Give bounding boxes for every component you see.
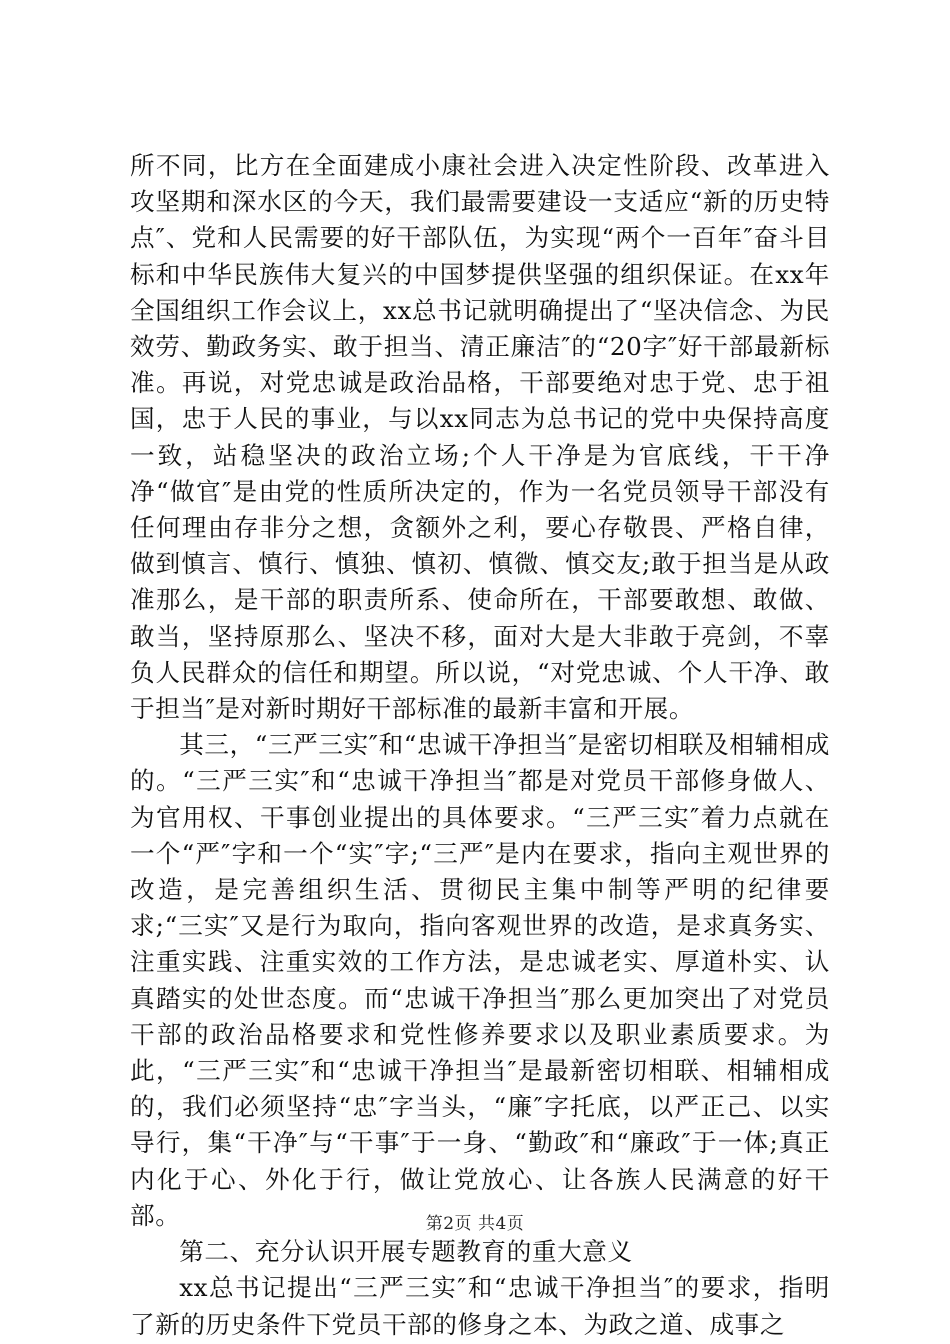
- document-body: [130, 148, 830, 1343]
- page-footer: [0, 1213, 950, 1235]
- paragraph-1: 所不同，比方在全面建成小康社会进入决定性阶段、改革进入攻坚期和深水区的今天，我们最需要建设一支适应“新的历史特点″、党和人民需要的好干部队伍，为实现“两个一百年″奋斗目标和中华民族伟大复兴的中国梦提供坚强的组织保证。在xx年全国组织工作会议上，xx总书记就明确提出了“坚决信念、为民效劳、勤政务实、敢于担当、清正廉洁″的“20字″好干部最新标准。再说，对党忠诚是政治品格，干部要绝对忠于党、忠于祖国，忠于人民的事业，与以xx同志为总书记的党中央保持高度一致，站稳坚决的政治立场;个人干净是为官底线，干干净净“做官″是由党的性质所决定的，作为一名党员领导干部没有任何理由存非分之想，贪额外之利，要心存敬畏、严格自律，做到慎言、慎行、慎独、慎初、慎微、慎交友;敢于担当是从政准那么，是干部的职责所系、使命所在，干部要敢想、敢做、敢当，坚持原那么、坚决不移，面对大是大非敢于亮剑，不辜负人民群众的信任和期望。所以说，“对党忠诚、个人干净、敢于担当″是对新时期好干部标准的最新丰富和开展。: [130, 151, 830, 724]
- section-heading: 第二、充分认识开展专题教育的重大意义: [179, 1237, 633, 1267]
- paragraph-2: 其三，“三严三实″和“忠诚干净担当″是密切相联及相辅相成的。“三严三实″和“忠诚干净担当″都是对党员干部修身做人、为官用权、干事创业提出的具体要求。“三严三实″着力点就在一个“严″字和一个“实″字;“三严″是内在要求，指向主观世界的改造，是完善组织生活、贯彻民主集中制等严明的纪律要求;“三实″又是行为取向，指向客观世界的改造，是求真务实、注重实践、注重实效的工作方法，是忠诚老实、厚道朴实、认真踏实的处世态度。而“忠诚干净担当″那么更加突出了对党员干部的政治品格要求和党性修养要求以及职业素质要求。为此，“三严三实″和“忠诚干净担当″是最新密切相联、相辅相成的，我们必须坚持“忠″字当头，“廉″字托底，以严正己、以实导行，集“干净″与“干事″于一身、“勤政″和“廉政″于一体;真正内化于心、外化于行，做让党放心、让各族人民满意的好干部。: [130, 730, 830, 1230]
- page-number: 第2页 共4页: [425, 1214, 525, 1234]
- paragraph-3: xx总书记提出“三严三实″和“忠诚干净担当″的要求，指明了新的历史条件下党员干部的修身之本、为政之道、成事之: [130, 1273, 830, 1339]
